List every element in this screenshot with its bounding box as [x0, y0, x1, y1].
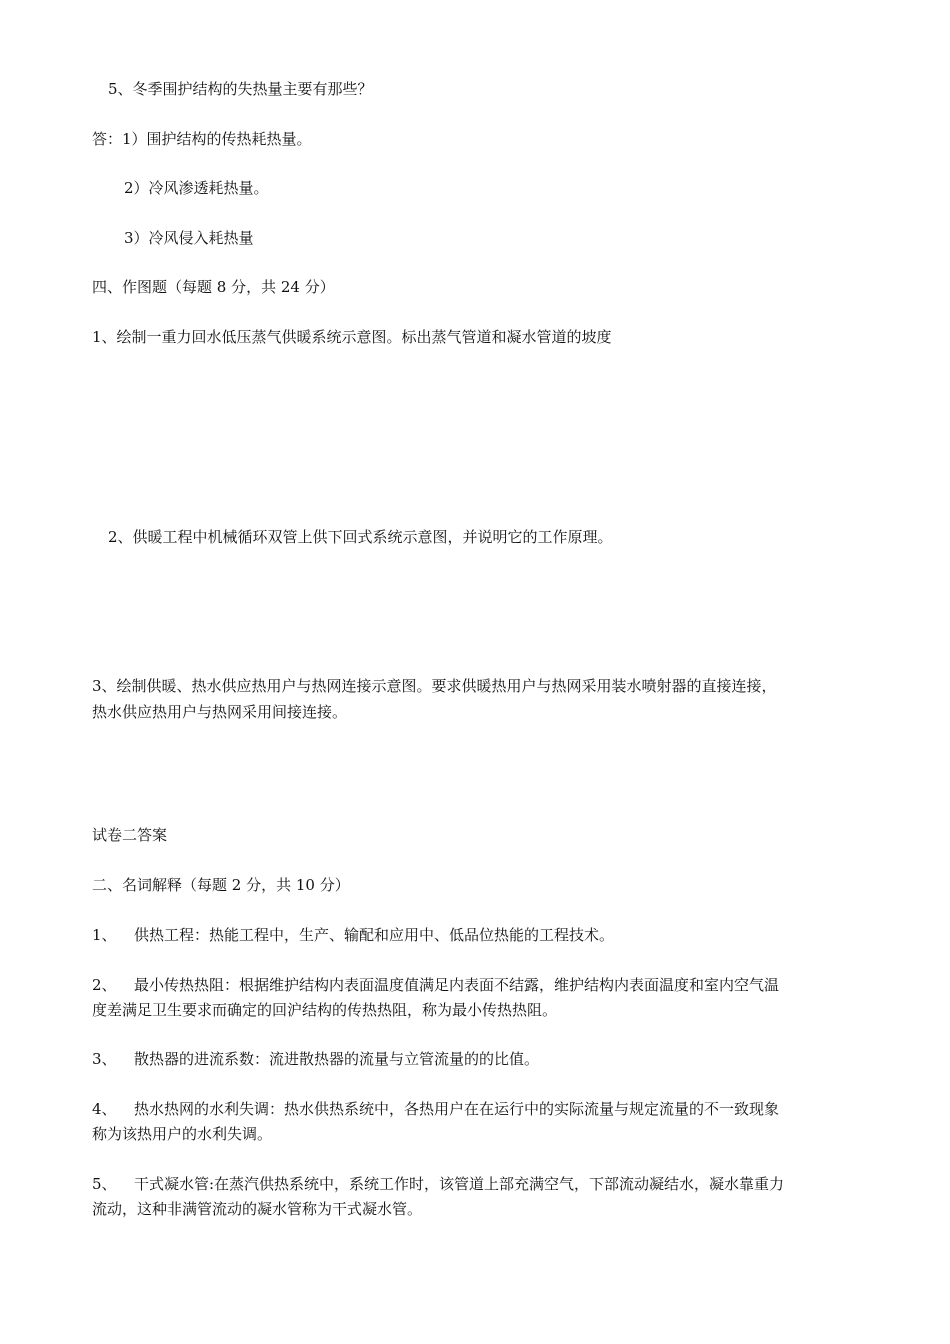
section-4-heading: 四、作图题（每题 8 分，共 24 分）: [92, 278, 335, 296]
definition-text: 供热工程：热能工程中，生产、输配和应用中、低品位热能的工程技术。: [134, 926, 615, 944]
answer-line-2: 2）冷风渗透耗热量。: [124, 179, 269, 197]
definition-5: [92, 1172, 864, 1197]
drawing-question-1: 1、绘制一重力回水低压蒸气供暖系统示意图。标出蒸气管道和凝水管道的坡度: [92, 328, 612, 346]
definition-number: 5、: [92, 1175, 117, 1193]
drawing-question-3-line-2: 热水供应热用户与热网采用间接连接。: [92, 703, 348, 721]
definition-2-continued: 度差满足卫生要求而确定的回沪结构的传热热阻，称为最小传热热阻。: [92, 1001, 558, 1019]
answer-line-1: 答：1）围护结构的传热耗热量。: [92, 130, 312, 148]
definition-number: 4、: [92, 1100, 117, 1118]
definition-text: 散热器的进流系数：流进散热器的流量与立管流量的的比值。: [134, 1050, 540, 1068]
question-5: 5、冬季围护结构的失热量主要有那些？: [108, 80, 373, 98]
definition-2: [92, 973, 864, 998]
drawing-question-2: 2、供暖工程中机械循环双管上供下回式系统示意图，并说明它的工作原理。: [108, 528, 613, 546]
answer-line-3: 3）冷风侵入耗热量: [124, 229, 254, 247]
definition-4: [92, 1097, 864, 1122]
exam-2-title: 试卷二答案: [92, 826, 168, 844]
section-2-heading: 二、名词解释（每题 2 分，共 10 分）: [92, 876, 350, 894]
definition-text: 干式凝水管:在蒸汽供热系统中，系统工作时，该管道上部充满空气，下部流动凝结水，凝水靠重力: [134, 1175, 785, 1193]
definition-text: 热水热网的水利失调：热水供热系统中，各热用户在在运行中的实际流量与规定流量的不一致现象: [134, 1100, 780, 1118]
definition-number: 3、: [92, 1050, 117, 1068]
definition-3: [92, 1047, 864, 1072]
definition-number: 2、: [92, 976, 117, 994]
definition-4-continued: 称为该热用户的水利失调。: [92, 1125, 273, 1143]
drawing-question-3-line-1: 3、绘制供暖、热水供应热用户与热网连接示意图。要求供暖热用户与热网采用装水喷射器的直接连接，: [92, 677, 777, 695]
definition-1: [92, 923, 864, 948]
definition-number: 1、: [92, 926, 117, 944]
definition-text: 最小传热热阻：根据维护结构内表面温度值满足内表面不结露，维护结构内表面温度和室内空气温: [134, 976, 780, 994]
definition-5-continued: 流动，这种非满管流动的凝水管称为干式凝水管。: [92, 1200, 423, 1218]
